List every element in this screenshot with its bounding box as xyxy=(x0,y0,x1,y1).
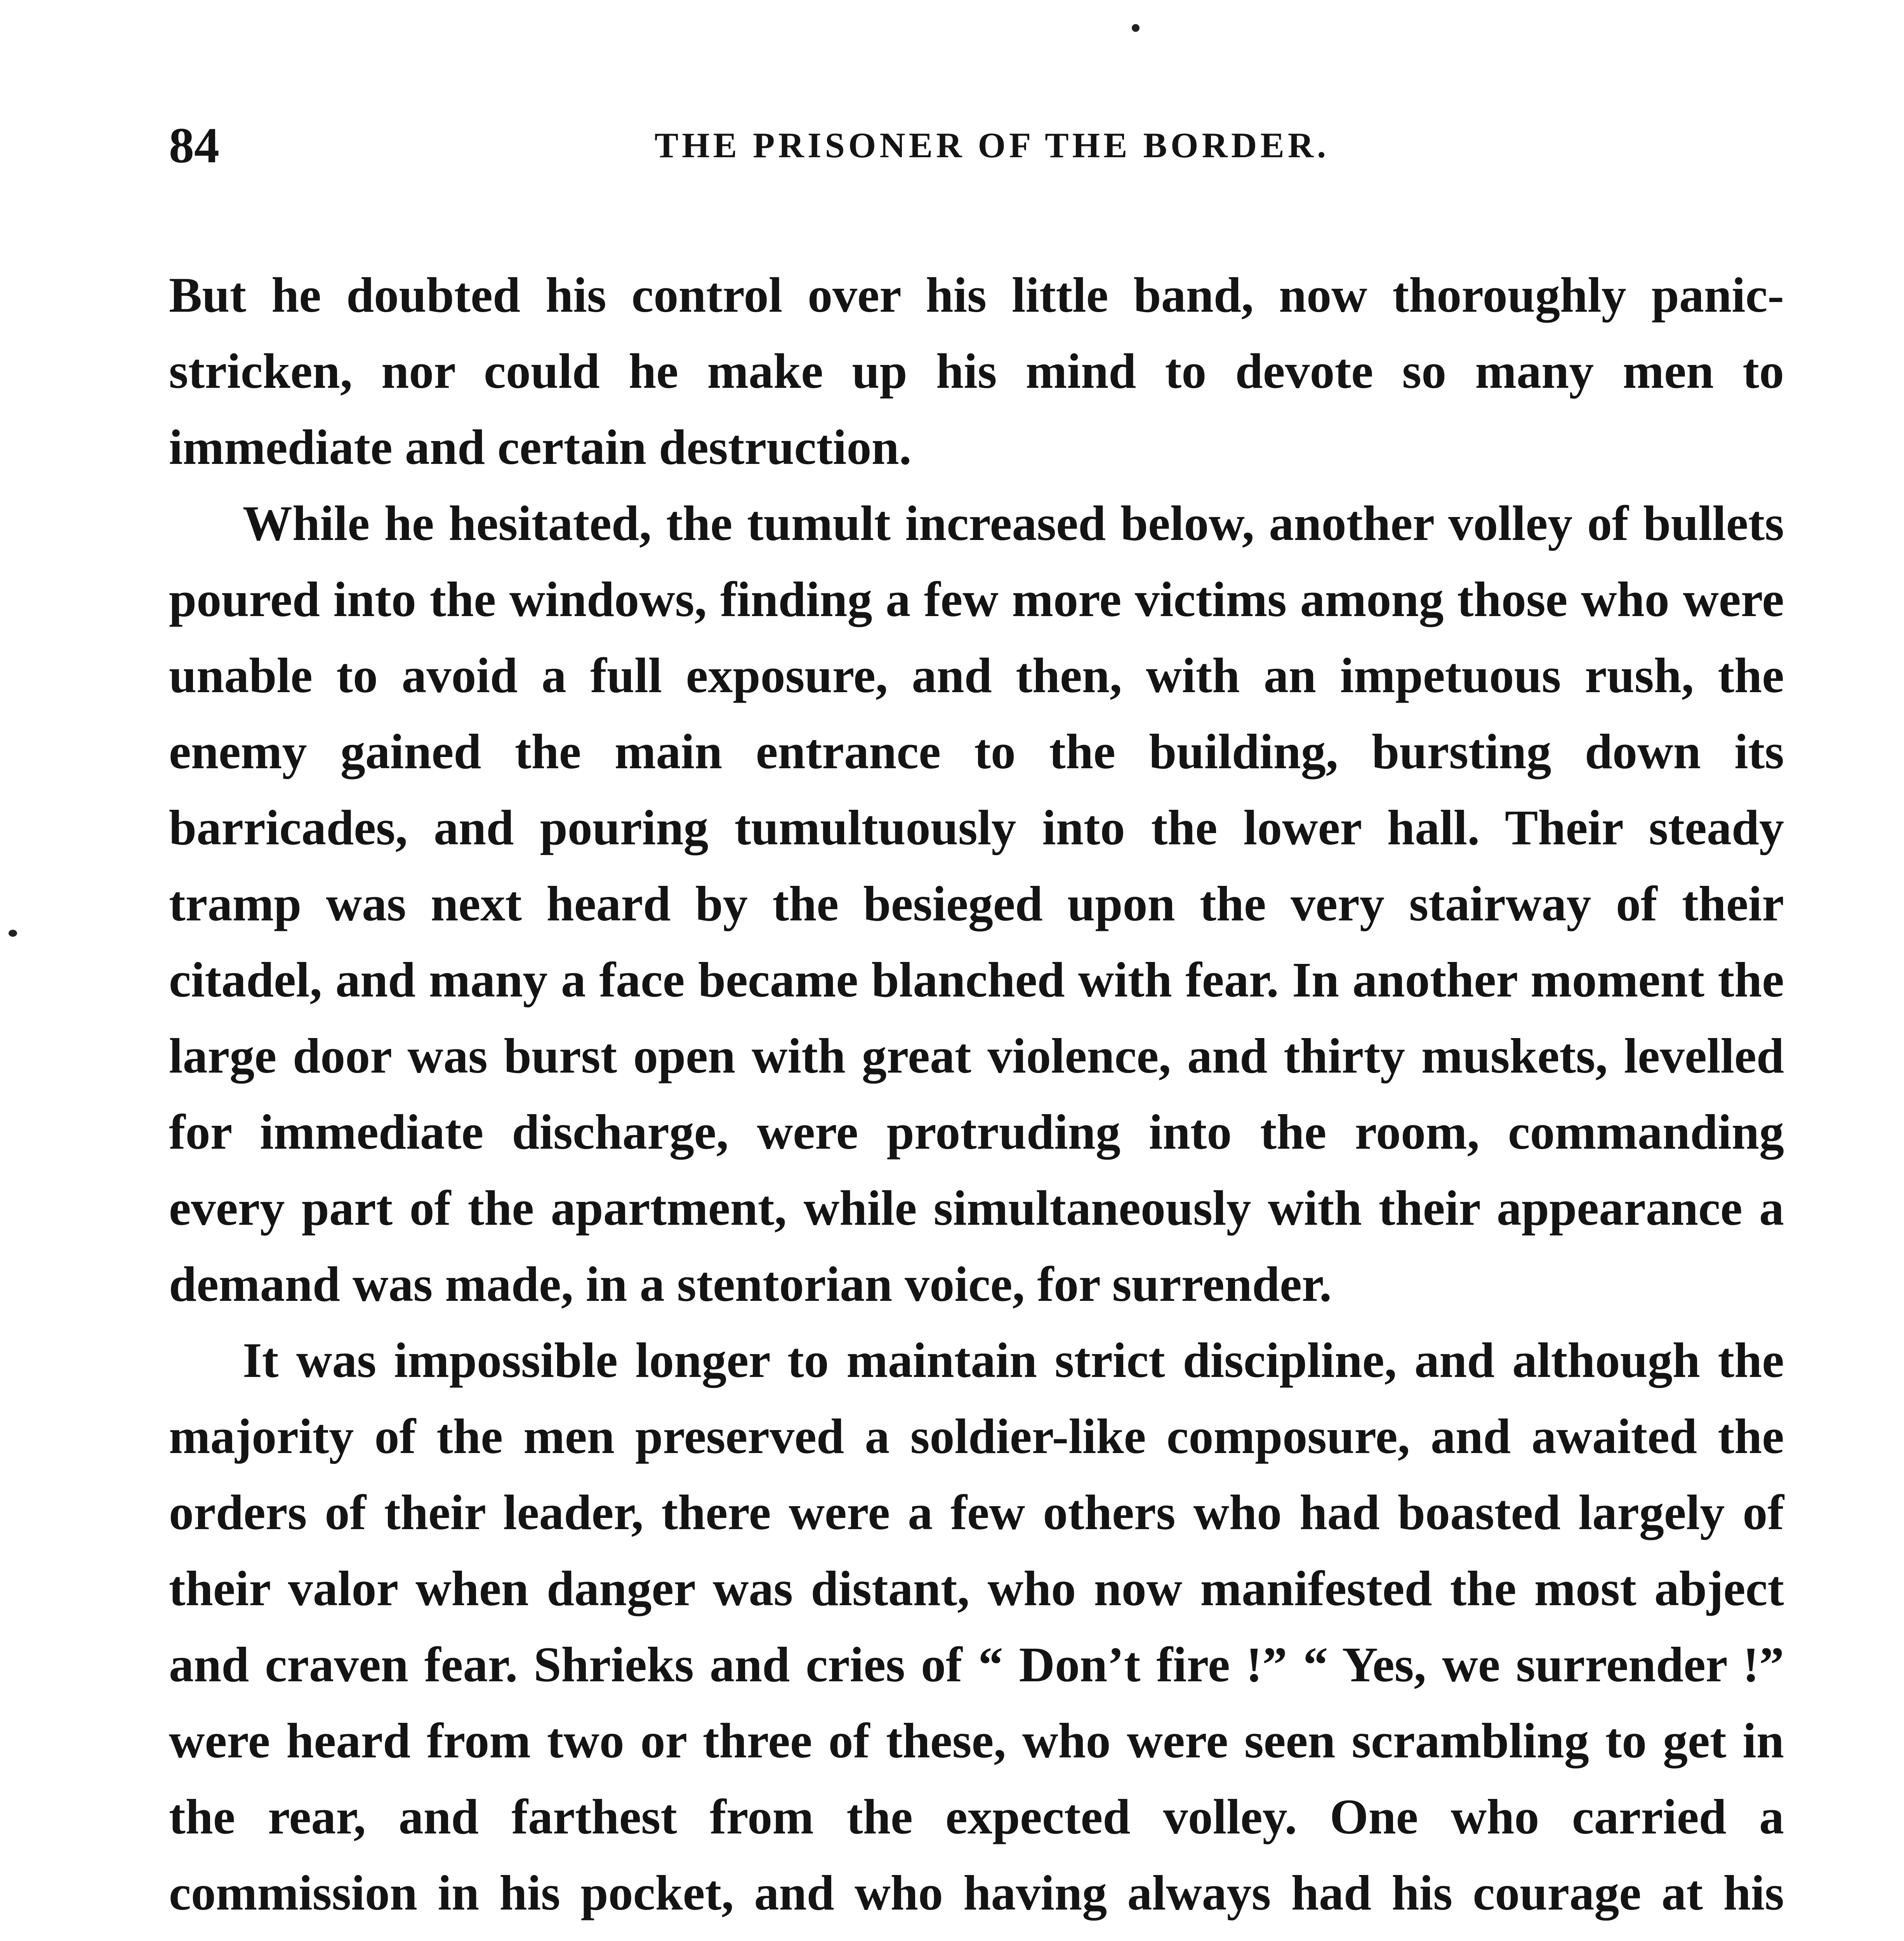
page-header xyxy=(169,120,1815,198)
paragraph: It was impossible longer to maintain strict discipline, and although the majority of the men preserved a soldier-like composure, and awaited the orders of their leader, there were a few others who had boasted largely of their valor when danger was distant, who now manifested the most abject and craven fear. Shrieks and cries of “ Don’t fire !” “ Yes, we surrender !” were heard from two or three of these, who were seen scrambling to get in the rear, and farthest from the expected volley. One who carried a commission in his pocket, and who having always had his courage at his xyxy=(169,1333,1784,1920)
paragraph: While he hesitated, the tumult increased below, another volley of bullets poured into the windows, finding a few more victims among those who were unable to avoid a full exposure, and then, with an impetuous rush, the enemy gained the main entrance to the building, bursting down its barricades, and pouring tumultuously into the lower hall. Their steady tramp was next heard by the besieged upon the very stairway of their citadel, and many a face became blanched with fear. In another moment the large door was burst open with great violence, and thirty muskets, levelled for immediate discharge, were protruding into the room, commanding every part of the apartment, while simultaneously with their appearance a demand was made, in a stentorian voice, for surrender. xyxy=(169,496,1784,1312)
paragraph: But he doubted his control over his little band, now thoroughly panic-stricken, nor could he make up his mind to devote so many men to immediate and certain destruction. xyxy=(169,267,1784,475)
page-number: 84 xyxy=(169,118,219,174)
running-title: THE PRISONER OF THE BORDER. xyxy=(654,125,1330,165)
body-text xyxy=(169,257,1784,1941)
print-speck xyxy=(9,930,17,937)
print-speck xyxy=(1132,24,1140,32)
